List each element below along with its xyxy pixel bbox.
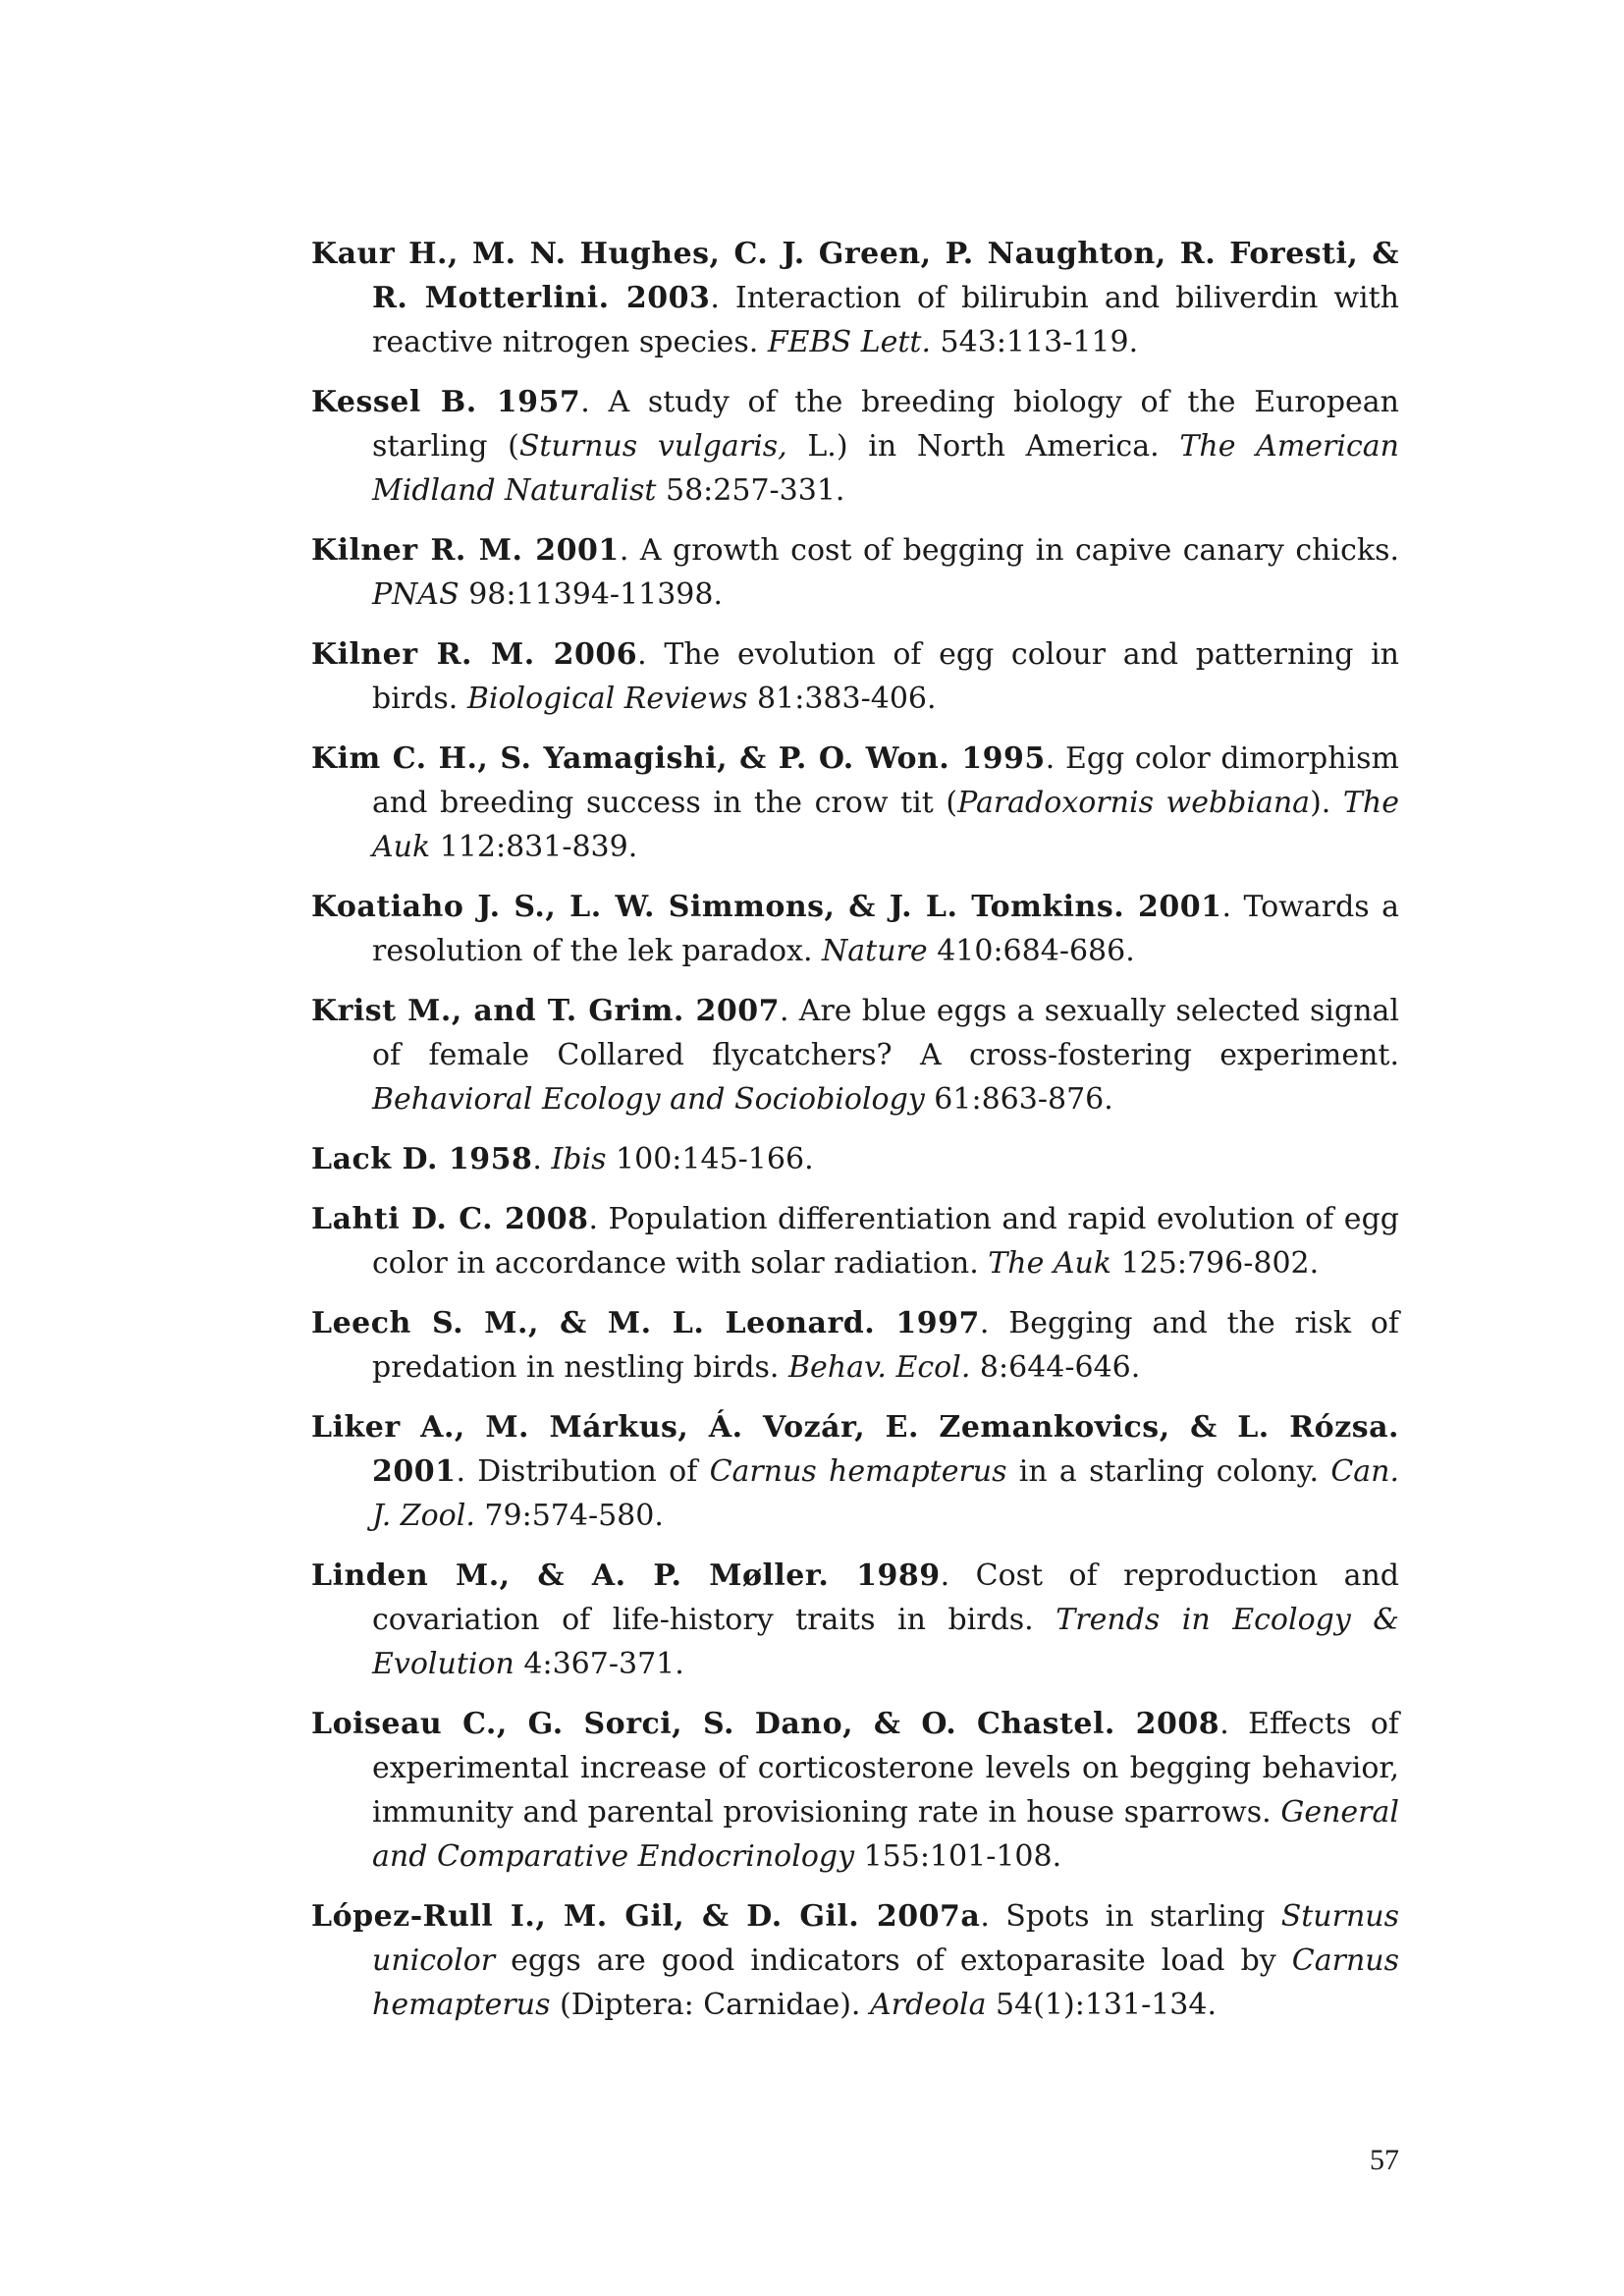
reference-title: . Are blue eggs a sexually selected signal of female Collared flycatchers? A cross-fostering experiment. [372,994,1400,1072]
reference-title-continued: in a starling colony. [1006,1454,1331,1489]
reference-volume-pages: 79:574-580. [474,1499,664,1533]
reference-title: . Interaction of bilirubin and biliverdin with reactive nitrogen species. [372,281,1400,359]
reference-authors: Linden M., & A. P. Møller. 1989 [311,1558,941,1593]
reference-journal: General and Comparative Endocrinology [372,1795,1399,1874]
reference-entry [311,885,1399,973]
reference-journal: Ardeola [869,1988,987,2022]
reference-journal: Can. J. Zool. [372,1454,1400,1533]
reference-title: . Cost of reproduction and covariation of life-history traits in birds. [372,1558,1399,1637]
reference-journal: PNAS [372,577,460,612]
reference-title: . Begging and the risk of predation in nestling birds. [372,1306,1400,1385]
reference-journal: The Auk [988,1246,1112,1281]
reference-entry [311,232,1399,364]
reference-volume-pages: 112:831-839. [430,830,638,864]
reference-volume-pages: 81:383-406. [747,682,937,716]
page-number: 57 [1370,2144,1399,2176]
reference-volume-pages: 410:684-686. [927,934,1135,968]
reference-authors: Kessel B. 1957 [311,385,581,419]
reference-title: . Egg color dimorphism and breeding success in the crow tit ( [372,741,1399,820]
reference-journal: Trends in Ecology & Evolution [372,1603,1399,1681]
reference-species-name: Paradoxornis webbiana [957,786,1311,820]
reference-journal: Biological Reviews [466,682,748,716]
reference-entry [311,1405,1399,1538]
reference-species-name: Carnus hemapterus [372,1943,1399,2022]
reference-authors: Kaur H., M. N. Hughes, C. J. Green, P. Naughton, R. Foresti, & R. Motterlini. 2003 [311,237,1399,315]
reference-volume-pages: 125:796-802. [1111,1246,1320,1281]
reference-journal: The Auk [372,786,1399,864]
reference-authors: Lahti D. C. 2008 [311,1202,589,1236]
reference-volume-pages: 4:367-371. [514,1647,684,1681]
reference-title-continued: (Diptera: Carnidae). [550,1988,870,2022]
reference-title: . Spots in starling [980,1899,1281,1934]
reference-authors: Kilner R. M. 2006 [311,637,638,672]
reference-journal: Behav. Ecol. [788,1350,971,1385]
reference-volume-pages: 100:145-166. [606,1142,814,1176]
reference-species-name: Sturnus unicolor [372,1899,1399,1978]
reference-journal: Behavioral Ecology and Sociobiology [372,1082,925,1117]
reference-volume-pages: 8:644-646. [970,1350,1141,1385]
reference-authors: Koatiaho J. S., L. W. Simmons, & J. L. Tomkins. 2001 [311,890,1222,924]
reference-entry [311,1894,1399,2027]
reference-entry [311,1554,1399,1686]
reference-entry [311,989,1399,1121]
reference-title-continued: L.) in North America. [786,429,1180,464]
reference-entry [311,737,1399,869]
reference-title: . Effects of experimental increase of corticosterone levels on begging behavior, immunity and parental provisioning rate in house sparrows. [372,1707,1399,1830]
reference-species-name: Sturnus vulgaris, [518,429,787,464]
reference-entry [311,1197,1399,1285]
reference-title: . Population differentiation and rapid evolution of egg color in accordance with solar radiation. [372,1202,1399,1281]
reference-entry [311,380,1399,513]
reference-journal: The American Midland Naturalist [372,429,1399,508]
reference-journal: Ibis [551,1142,607,1176]
reference-title: . Distribution of [456,1454,710,1489]
reference-volume-pages: 98:11394-11398. [459,577,724,612]
reference-title: . A study of the breeding biology of the European starling ( [372,385,1399,464]
reference-authors: López-Rull I., M. Gil, & D. Gil. 2007a [311,1899,981,1934]
reference-title: . A growth cost of begging in capive canary chicks. [619,533,1399,568]
reference-volume-pages: 61:863-876. [924,1082,1113,1117]
reference-title-continued: eggs are good indicators of extoparasite load by [495,1943,1292,1978]
reference-entry [311,528,1399,617]
reference-authors: Kim C. H., S. Yamagishi, & P. O. Won. 1995 [311,741,1046,776]
reference-title: . Towards a resolution of the lek paradox. [372,890,1399,968]
reference-journal: Nature [822,934,928,968]
reference-entry [311,1137,1399,1181]
reference-authors: Krist M., and T. Grim. 2007 [311,994,780,1028]
reference-authors: Leech S. M., & M. L. Leonard. 1997 [311,1306,980,1340]
reference-volume-pages: 543:113-119. [931,325,1139,359]
reference-authors: Kilner R. M. 2001 [311,533,620,568]
reference-entry [311,632,1399,721]
reference-volume-pages: 58:257-331. [656,473,845,508]
reference-authors: Loiseau C., G. Sorci, S. Dano, & O. Chastel. 2008 [311,1707,1220,1741]
reference-species-name: Carnus hemapterus [709,1454,1007,1489]
reference-title: . [532,1142,552,1176]
reference-journal: FEBS Lett. [767,325,932,359]
reference-authors: Liker A., M. Márkus, Á. Vozár, E. Zemankovics, & L. Rózsa. 2001 [311,1410,1399,1489]
reference-volume-pages: 54(1):131-134. [986,1988,1218,2022]
reference-entry [311,1702,1399,1879]
reference-title-continued: ). [1310,786,1343,820]
reference-entry [311,1301,1399,1390]
reference-authors: Lack D. 1958 [311,1142,533,1176]
reference-volume-pages: 155:101-108. [854,1839,1062,1874]
reference-list [311,232,1399,2043]
reference-title: . The evolution of egg colour and patterning in birds. [372,637,1399,716]
